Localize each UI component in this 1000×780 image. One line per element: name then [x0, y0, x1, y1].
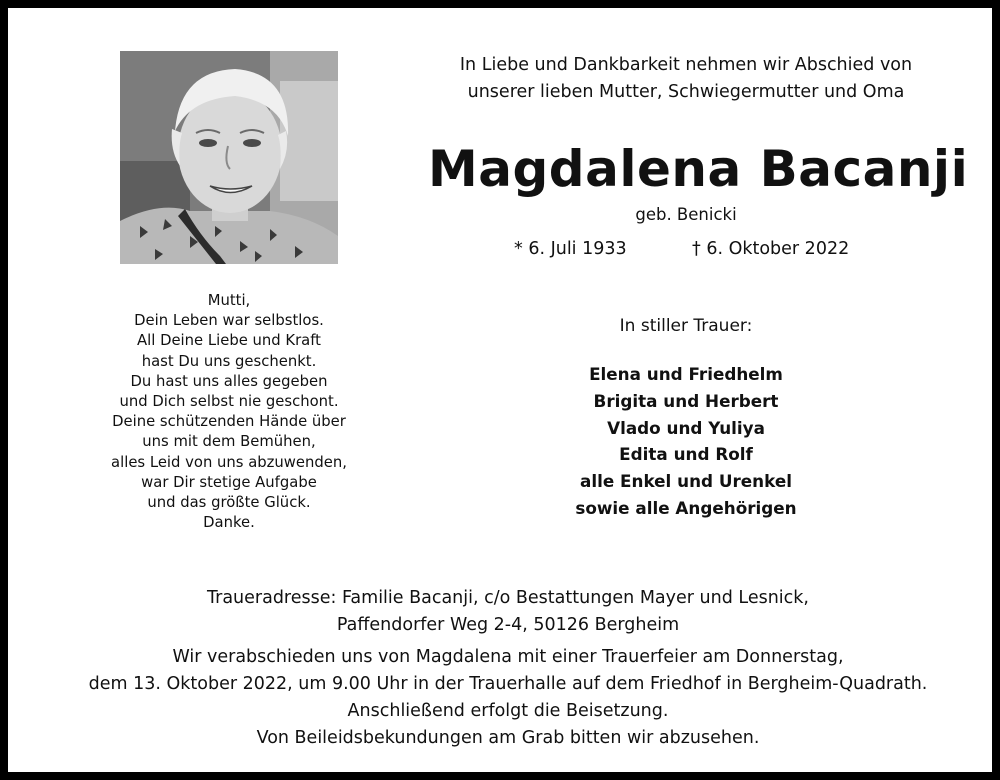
mourner-name: sowie alle Angehörigen: [575, 497, 797, 518]
poem-line: uns mit dem Bemühen,: [142, 433, 316, 451]
poem-line: war Dir stetige Aufgabe: [141, 473, 317, 491]
poem-line: Mutti,: [207, 292, 251, 309]
poem-line: Deine schützenden Hände über: [112, 413, 346, 431]
poem-line: hast Du uns geschenkt.: [141, 352, 317, 370]
poem-line: und das größte Glück.: [147, 494, 311, 512]
service-line: Von Beileidsbekundungen am Grab bitten wir abzusehen.: [256, 728, 760, 748]
deceased-name: Magdalena Bacanji: [428, 140, 969, 198]
address-line: Paffendorfer Weg 2-4, 50126 Bergheim: [336, 615, 680, 635]
mourner-name: alle Enkel und Urenkel: [580, 471, 792, 492]
poem-line: Danke.: [203, 514, 255, 532]
poem: [98, 291, 360, 533]
poem-line: All Deine Liebe und Kraft: [137, 332, 321, 350]
service-line: Wir verabschieden uns von Magdalena mit einer Trauerfeier am Donnerstag,: [172, 647, 844, 667]
mourner-name: Brigita und Herbert: [593, 390, 779, 411]
poem-line: alles Leid von uns abzuwenden,: [111, 453, 347, 471]
mourner-name: Elena und Friedhelm: [589, 364, 783, 384]
poem-line: Dein Leben war selbstlos.: [134, 312, 324, 330]
service-line: Anschließend erfolgt die Beisetzung.: [347, 701, 669, 721]
mourner-name: Edita und Rolf: [619, 444, 753, 465]
birth-date: * 6. Juli 1933: [514, 239, 627, 259]
service-line: dem 13. Oktober 2022, um 9.00 Uhr in der Trauerhalle auf dem Friedhof in Bergheim-Quadrath.: [88, 674, 928, 694]
intro-line: unserer lieben Mutter, Schwiegermutter und Oma: [467, 82, 905, 102]
mourning-label: In stiller Trauer:: [619, 316, 753, 336]
portrait-photo: [120, 51, 338, 264]
intro-text: [428, 52, 944, 106]
maiden-name: geb. Benicki: [635, 205, 737, 224]
poem-line: und Dich selbst nie geschont.: [119, 393, 339, 411]
mourners-list: [528, 361, 844, 522]
death-date: † 6. Oktober 2022: [692, 239, 850, 259]
poem-line: Du hast uns alles gegeben: [130, 372, 328, 390]
service-info: [48, 644, 968, 752]
intro-line: In Liebe und Dankbarkeit nehmen wir Abschied von: [459, 55, 913, 75]
mourning-address: [68, 585, 948, 639]
mourner-name: Vlado und Yuliya: [607, 417, 765, 438]
address-line: Traueradresse: Familie Bacanji, c/o Bestattungen Mayer und Lesnick,: [207, 588, 809, 608]
